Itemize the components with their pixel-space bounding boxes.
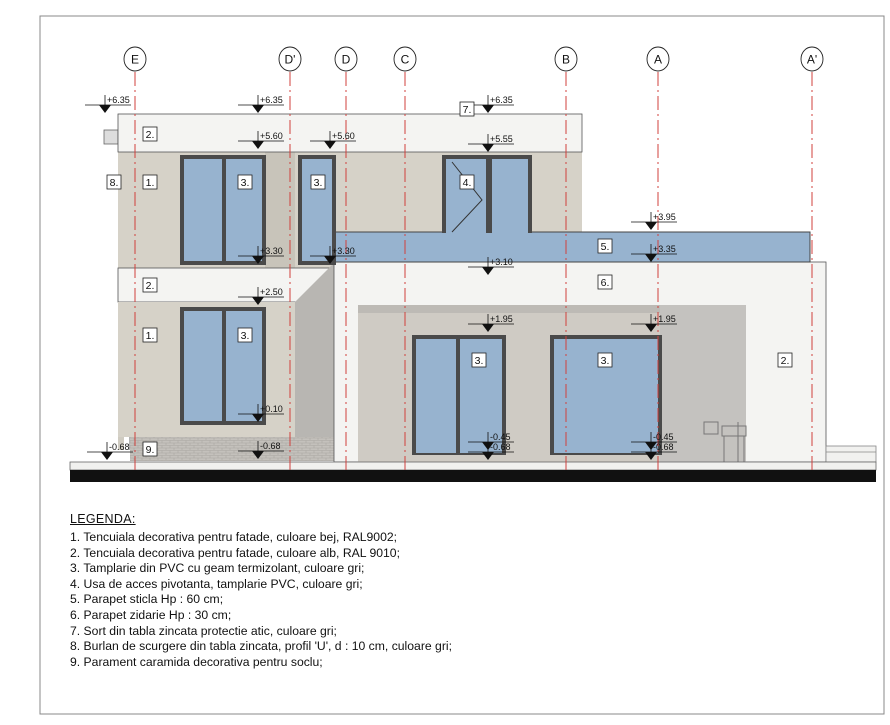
legend-item-2: 2. Tencuiala decorativa pentru fatade, culoare alb, RAL 9010; (70, 545, 400, 560)
element-tag (143, 278, 157, 292)
axis-label: A (653, 52, 663, 67)
tag-label: 9. (145, 444, 155, 456)
level-value: +1.95 (490, 314, 513, 324)
level-value: -0.68 (490, 442, 511, 452)
level-value: +6.35 (260, 95, 283, 105)
tag-label: 2. (145, 129, 155, 141)
tag-label: 8. (109, 177, 119, 189)
level-value: +3.10 (490, 257, 513, 267)
level-value: -0.45 (653, 432, 674, 442)
level-marker (238, 95, 284, 113)
axis-label: C (400, 52, 410, 67)
level-marker (85, 95, 131, 113)
legend-item-9: 9. Parament caramida decorativa pentru soclu; (70, 654, 323, 669)
element-tag (598, 353, 612, 367)
level-value: +5.60 (260, 131, 283, 141)
level-value: +6.35 (490, 95, 513, 105)
level-value: -0.68 (260, 441, 281, 451)
element-tag (598, 275, 612, 289)
level-value: +6.35 (107, 95, 130, 105)
exterior-steps (826, 446, 876, 462)
level-value: -0.45 (490, 432, 511, 442)
tag-label: 6. (600, 277, 610, 289)
level-marker (87, 442, 133, 460)
building-elevation (70, 114, 876, 482)
tag-label: 5. (600, 241, 610, 253)
level-marker (631, 212, 677, 230)
element-tag (143, 442, 157, 456)
element-tag (598, 239, 612, 253)
legend-title: LEGENDA: (70, 512, 136, 526)
tag-label: 3. (240, 177, 250, 189)
brick-plinth (130, 437, 334, 461)
tag-label: 3. (600, 355, 610, 367)
legend-item-7: 7. Sort din tabla zincata protectie atic, culoare gri; (70, 623, 337, 638)
axis-label: D' (284, 52, 296, 67)
element-tag (143, 175, 157, 189)
legend-item-3: 3. Tamplarie din PVC cu geam termizolant, culoare gri; (70, 561, 365, 576)
downpipe-head (104, 130, 118, 144)
element-tag (778, 353, 792, 367)
level-value: -0.68 (653, 442, 674, 452)
tag-label: 4. (462, 177, 472, 189)
legend-item-5: 5. Parapet sticla Hp : 60 cm; (70, 592, 224, 607)
level-value: +3.35 (653, 244, 676, 254)
ground-slab (70, 462, 876, 470)
level-value: +2.50 (260, 287, 283, 297)
level-value: +3.30 (260, 246, 283, 256)
level-value: +0.10 (260, 404, 283, 414)
tag-label: 1. (145, 177, 155, 189)
tag-label: 3. (474, 355, 484, 367)
element-tag (143, 328, 157, 342)
level-value: -0.68 (109, 442, 130, 452)
axis-label: E (130, 52, 140, 67)
element-tag (143, 127, 157, 141)
level-value: +5.60 (332, 131, 355, 141)
tag-label: 7. (462, 104, 472, 116)
element-tag (107, 175, 121, 189)
element-tag (311, 175, 325, 189)
axis-label: A' (806, 52, 818, 67)
legend-item-1: 1. Tencuiala decorativa pentru fatade, culoare bej, RAL9002; (70, 530, 398, 544)
element-tag (238, 175, 252, 189)
level-value: +5.55 (490, 134, 513, 144)
level-marker (468, 95, 514, 113)
level-value: +3.30 (332, 246, 355, 256)
element-tag (460, 175, 474, 189)
axis-label: D (341, 52, 351, 67)
tag-label: 2. (145, 280, 155, 292)
legend-item-4: 4. Usa de acces pivotanta, tamplarie PVC, culoare gri; (70, 576, 363, 591)
legend-item-6: 6. Parapet zidarie Hp : 30 cm; (70, 607, 232, 622)
tag-label: 1. (145, 330, 155, 342)
legend (70, 512, 850, 670)
element-tag (460, 102, 474, 116)
tag-label: 2. (780, 355, 790, 367)
ground-line (70, 470, 876, 482)
legend-item-8: 8. Burlan de scurgere din tabla zincata, profil 'U', d : 10 cm, culoare gri; (70, 639, 452, 654)
tag-label: 3. (313, 177, 323, 189)
axis-label: B (561, 52, 571, 67)
element-tag (238, 328, 252, 342)
tag-label: 3. (240, 330, 250, 342)
level-value: +3.95 (653, 212, 676, 222)
level-value: +1.95 (653, 314, 676, 324)
element-tag (472, 353, 486, 367)
